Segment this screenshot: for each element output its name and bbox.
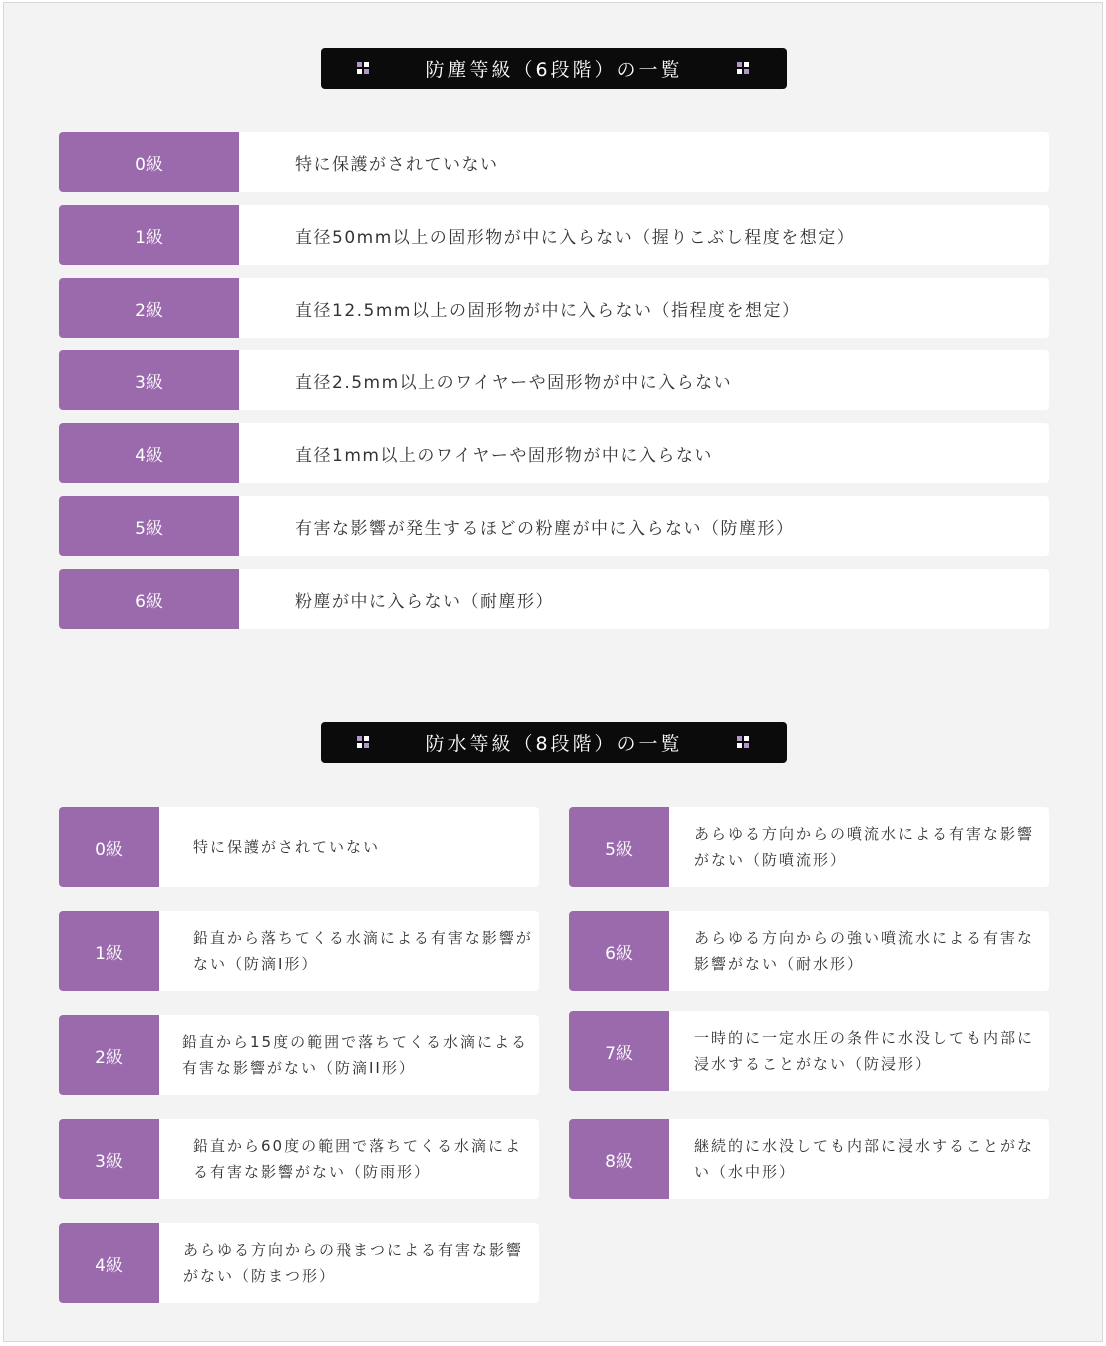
dust-grade-label: 0級 [59, 132, 239, 192]
water-grade-description: 鉛直から落ちてくる水滴による有害な影響がない（防滴I形） [193, 929, 533, 973]
water-card-4 [59, 1223, 539, 1303]
dust-grade-label: 1級 [59, 205, 239, 265]
water-grade-label: 7級 [569, 1011, 669, 1091]
water-card-1 [59, 911, 539, 991]
dust-row-1 [59, 205, 1049, 265]
water-grade-description: 鉛直から60度の範囲で落ちてくる水滴による有害な影響がない（防雨形） [193, 1137, 522, 1181]
water-card-6 [569, 911, 1049, 991]
dust-grade-label: 5級 [59, 496, 239, 556]
dust-grade-label: 2級 [59, 278, 239, 338]
dust-row-2 [59, 278, 1049, 338]
water-grade-label: 1級 [59, 911, 159, 991]
water-section-title: 防水等級（8段階）の一覧 [425, 733, 683, 755]
water-grade-description: あらゆる方向からの強い噴流水による有害な影響がない（耐水形） [694, 929, 1035, 973]
dust-grade-description: 直径50mm以上の固形物が中に入らない（握りこぶし程度を想定） [295, 227, 856, 248]
water-grade-label: 0級 [59, 807, 159, 887]
dust-section-title-banner [321, 48, 787, 89]
grid-decoration-icon [737, 736, 750, 749]
grid-decoration-icon [357, 736, 370, 749]
dust-grade-label: 6級 [59, 569, 239, 629]
dust-row-0 [59, 132, 1049, 192]
dust-row-6 [59, 569, 1049, 629]
water-grade-label: 2級 [59, 1015, 159, 1095]
water-grade-description: 一時的に一定水圧の条件に水没しても内部に浸水することがない（防浸形） [694, 1029, 1035, 1073]
dust-grade-description: 有害な影響が発生するほどの粉塵が中に入らない（防塵形） [295, 518, 795, 539]
water-card-2 [59, 1015, 539, 1095]
water-grade-description: あらゆる方向からの噴流水による有害な影響がない（防噴流形） [694, 825, 1035, 869]
dust-row-5 [59, 496, 1049, 556]
water-grade-label: 5級 [569, 807, 669, 887]
water-card-5 [569, 807, 1049, 887]
water-grade-label: 3級 [59, 1119, 159, 1199]
water-card-3 [59, 1119, 539, 1199]
water-card-7 [569, 1011, 1049, 1091]
dust-section-title: 防塵等級（6段階）の一覧 [425, 59, 683, 81]
dust-row-3 [59, 350, 1049, 410]
water-grade-description: あらゆる方向からの飛まつによる有害な影響がない（防まつ形） [183, 1241, 524, 1285]
water-section-title-banner [321, 722, 787, 763]
water-grade-label: 8級 [569, 1119, 669, 1199]
water-card-8 [569, 1119, 1049, 1199]
grid-decoration-icon [357, 62, 370, 75]
dust-row-4 [59, 423, 1049, 483]
dust-grade-description: 直径12.5mm以上の固形物が中に入らない（指程度を想定） [295, 300, 801, 321]
water-grade-description: 特に保護がされていない [193, 838, 381, 856]
water-grade-label: 4級 [59, 1223, 159, 1303]
dust-grade-description: 特に保護がされていない [295, 154, 499, 175]
water-grade-description: 継続的に水没しても内部に浸水することがない（水中形） [694, 1137, 1035, 1181]
water-grade-description: 鉛直から15度の範囲で落ちてくる水滴による有害な影響がない（防滴II形） [182, 1033, 528, 1077]
dust-grade-label: 3級 [59, 350, 239, 410]
dust-grade-label: 4級 [59, 423, 239, 483]
water-grade-label: 6級 [569, 911, 669, 991]
water-card-0 [59, 807, 539, 887]
dust-grade-description: 粉塵が中に入らない（耐塵形） [295, 591, 554, 612]
dust-grade-description: 直径2.5mm以上のワイヤーや固形物が中に入らない [295, 372, 733, 393]
dust-grade-description: 直径1mm以上のワイヤーや固形物が中に入らない [295, 445, 713, 466]
grid-decoration-icon [737, 62, 750, 75]
